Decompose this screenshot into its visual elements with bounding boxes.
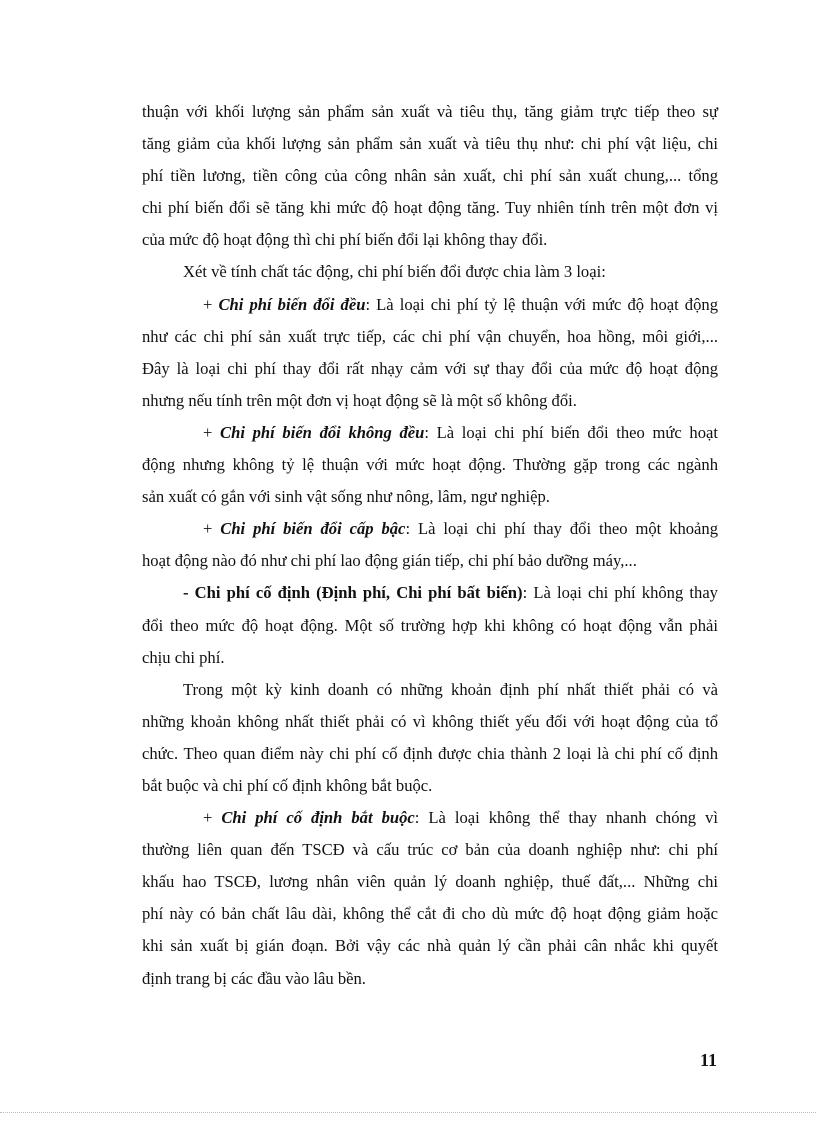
bullet: + (203, 519, 221, 539)
text-line: thường liên quan đến TSCĐ và cấu trúc cơ bản của doanh nghiệp như: chi phí (142, 840, 718, 860)
term-heading: Chi phí biến đổi cấp bậc (220, 519, 406, 539)
text-line: thuận với khối lượng sản phẩm sản xuất và tiêu thụ, tăng giảm trực tiếp theo sự (142, 102, 718, 121)
paragraph-variable-step (142, 513, 718, 577)
paragraph-variable-uneven (142, 417, 718, 513)
text-line: của mức độ hoạt động thì chi phí biến đổi lại không thay đổi. (142, 230, 548, 250)
text-line (142, 417, 718, 449)
bullet: + (203, 294, 219, 314)
text-line: chi phí biến đổi sẽ tăng khi mức độ hoạt động tăng. Tuy nhiên tính trên một đơn vị (142, 198, 718, 218)
bullet: + (203, 808, 222, 828)
paragraph-fixed-cost (142, 577, 718, 673)
paragraph (142, 96, 718, 256)
text-line (142, 513, 718, 545)
paragraph-fixed-mandatory (142, 802, 718, 995)
term-heading: Chi phí biến đổi đều (218, 294, 366, 314)
text-line: phí tiền lương, tiền công của công nhân sản xuất, chi phí sản xuất chung,... tổng (142, 166, 718, 186)
text-line: Trong một kỳ kinh doanh có những khoản định phí nhất thiết phải có và (183, 679, 718, 699)
text-line: Đây là loại chi phí thay đổi rất nhạy cảm với sự thay đổi của mức độ hoạt động (142, 358, 718, 378)
term-heading: - Chi phí cố định (Định phí, Chi phí bất biến) (183, 583, 523, 603)
paragraph (142, 674, 718, 802)
page-number: 11 (700, 1050, 718, 1070)
text-line: những khoản không nhất thiết phải có vì không thiết yếu đối với hoạt động của tổ (142, 711, 718, 731)
text-run: : Là loại chi phí không thay (522, 583, 718, 603)
page-bottom-divider (0, 1112, 816, 1113)
text-line: bắt buộc và chi phí cố định không bắt buộc. (142, 775, 433, 795)
text-line: tăng giảm của khối lượng sản phẩm sản xuất và tiêu thụ như: chi phí vật liệu, chi (142, 134, 718, 154)
text-line: chức. Theo quan điểm này chi phí cố định được chia thành 2 loại là chi phí cố định (142, 743, 718, 763)
paragraph-variable-even (142, 289, 718, 417)
text-line (142, 802, 718, 834)
term-heading: Chi phí cố định bắt buộc (221, 808, 415, 828)
text-line: khấu hao TSCĐ, lương nhân viên quản lý doanh nghiệp, thuế đất,... Những chi (142, 872, 718, 892)
text-line: sản xuất có gắn với sinh vật sống như nông, lâm, ngư nghiệp. (142, 487, 550, 507)
text-run: : Là loại không thể thay nhanh chóng vì (414, 808, 718, 828)
text-line: đổi theo mức độ hoạt động. Một số trường hợp khi không có hoạt động vẫn phải (142, 615, 718, 635)
text-line: chịu chi phí. (142, 647, 225, 667)
text-line: định trang bị các đầu vào lâu bền. (142, 968, 366, 988)
term-heading: Chi phí biến đổi không đều (220, 422, 425, 442)
text-line: khi sản xuất bị gián đoạn. Bởi vậy các nhà quản lý cần phải cân nhắc khi quyết (142, 936, 718, 956)
paragraph (142, 256, 718, 288)
document-body (142, 96, 718, 995)
text-run: : Là loại chi phí thay đổi theo một khoảng (405, 519, 718, 539)
text-line: như các chi phí sản xuất trực tiếp, các chi phí vận chuyển, hoa hồng, môi giới,... (142, 326, 718, 346)
text-run: : Là loại chi phí biến đổi theo mức hoạt (424, 422, 719, 442)
text-line (142, 577, 718, 609)
text-line: phí này có bản chất lâu dài, không thể cắt đi cho dù mức độ hoạt động giảm hoặc (142, 904, 718, 924)
text-line (142, 289, 718, 321)
text-line: nhưng nếu tính trên một đơn vị hoạt động sẽ là một số không đổi. (142, 390, 577, 410)
text-run: : Là loại chi phí tỷ lệ thuận với mức độ hoạt động (365, 294, 718, 314)
text-line: động nhưng không tỷ lệ thuận với mức hoạt động. Thường gặp trong các ngành (142, 455, 718, 475)
text-line: hoạt động nào đó như chi phí lao động gián tiếp, chi phí bảo dưỡng máy,... (142, 551, 637, 571)
text-line: Xét về tính chất tác động, chi phí biến đổi được chia làm 3 loại: (183, 262, 606, 282)
bullet: + (203, 422, 221, 442)
